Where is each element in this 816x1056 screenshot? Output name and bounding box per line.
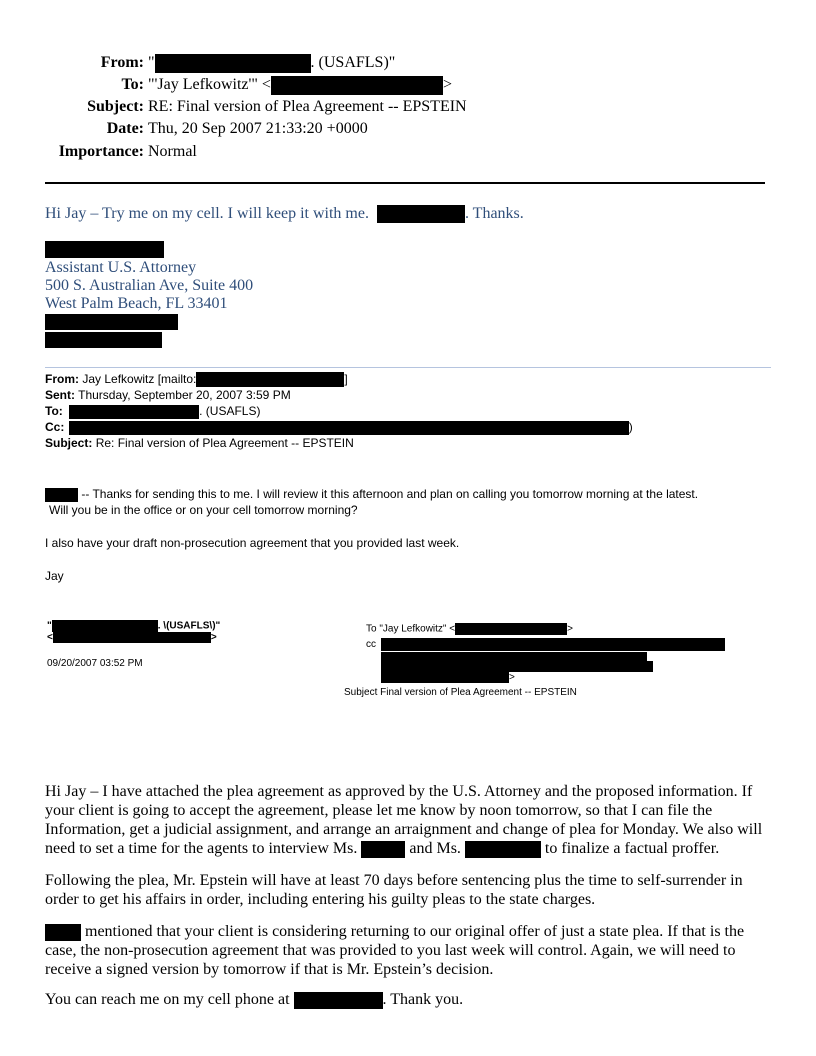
redaction-box <box>271 76 443 95</box>
notes-sender-lt: < <box>47 632 53 644</box>
quoted-to-label: To: <box>45 404 63 418</box>
to-suffix: > <box>442 76 452 94</box>
quoted-cc <box>45 420 633 435</box>
notes-subject-label: Subject <box>344 687 378 698</box>
from-label: From: <box>100 54 144 71</box>
quoted-subject-value: Re: Final version of Plea Agreement -- EPSTEIN <box>95 436 354 450</box>
redaction-box <box>381 661 653 672</box>
notes-sender-suffix: . \(USAFLS\)" <box>157 620 221 632</box>
subject-label: Subject: <box>87 98 144 115</box>
original-para1 <box>45 782 770 858</box>
quoted-cc-label: Cc: <box>45 420 65 434</box>
date-label: Date: <box>106 120 144 137</box>
reply-text: Hi Jay – Try me on my cell. I will keep it with me. <box>45 205 369 222</box>
original-para1-text-c: to finalize a factual proffer. <box>544 840 720 857</box>
redaction-box <box>361 841 405 858</box>
signature-title: Assistant U.S. Attorney <box>45 259 197 276</box>
redaction-box <box>381 652 647 661</box>
signature-city: West Palm Beach, FL 33401 <box>45 295 228 312</box>
quote-divider <box>45 367 771 368</box>
date-value: Thu, 20 Sep 2007 21:33:20 +0000 <box>148 120 368 137</box>
quoted-body-text: -- Thanks for sending this to me. I will review it this afternoon and plan on calling you tomorrow morning at the latest. <box>81 487 699 501</box>
quoted-body-line1 <box>45 487 698 502</box>
quoted-subject <box>45 436 354 450</box>
original-para2: Following the plea, Mr. Epstein will have at least 70 days before sentencing plus the time to self-surrender in order to get his affairs in order, including entering his guilty pleas to the state charges. <box>45 872 743 908</box>
redaction-box <box>455 623 567 635</box>
notes-subject-value: Final version of Plea Agreement -- EPSTEIN <box>380 687 577 698</box>
original-para4-text: You can reach me on my cell phone at <box>45 991 290 1008</box>
notes-subject <box>344 687 577 698</box>
header-divider <box>45 182 765 184</box>
signature-address: 500 S. Australian Ave, Suite 400 <box>45 277 254 294</box>
from-prefix: " <box>148 54 155 72</box>
quoted-cc-close: ) <box>628 420 633 434</box>
original-para1-text: Hi Jay – I have attached the plea agreement as approved by the U.S. Attorney and the proposed information. If your client is going to accept the agreement, please let me know by noon tomorrow, so that I can file the Information, get a judicial assignment, and arrange an arraignment and change of plea for Monday. We also will need to set a time for the agents to interview Ms. <box>45 783 763 857</box>
notes-to <box>366 623 573 635</box>
notes-cc-last <box>381 672 515 683</box>
reply-text-end: . Thanks. <box>464 205 524 222</box>
redaction-box <box>155 54 311 73</box>
redaction-box <box>52 620 158 632</box>
quoted-sent-label: Sent: <box>45 388 75 402</box>
redaction-box <box>377 205 465 223</box>
notes-to-value: "Jay Lefkowitz" < <box>379 623 456 635</box>
notes-sender-date: 09/20/2007 03:52 PM <box>47 658 143 669</box>
quoted-from-close: ] <box>344 372 348 386</box>
importance-value: Normal <box>148 143 197 160</box>
redaction-box <box>45 924 81 941</box>
notes-sender-quote: " <box>47 620 52 632</box>
redaction-box <box>45 314 178 330</box>
from-suffix: . (USAFLS)" <box>310 54 396 72</box>
quoted-from-value: Jay Lefkowitz [mailto: <box>82 372 197 386</box>
notes-cc-label: cc <box>366 639 376 650</box>
redaction-box <box>381 672 509 683</box>
redaction-box <box>53 632 211 643</box>
notes-sender <box>47 620 220 632</box>
quoted-from-label: From: <box>45 372 79 386</box>
redaction-box <box>294 992 383 1009</box>
reply-line <box>45 205 524 223</box>
redaction-box <box>45 241 164 258</box>
quoted-sent <box>45 388 291 402</box>
quoted-body-para2: I also have your draft non-prosecution agreement that you provided last week. <box>45 536 460 550</box>
quoted-to <box>45 404 260 419</box>
notes-cc-gt: > <box>509 672 515 684</box>
redaction-box <box>196 372 344 387</box>
to-prefix: "'Jay Lefkowitz'" < <box>148 76 271 94</box>
importance-label: Importance: <box>58 143 144 160</box>
notes-to-label: To <box>366 623 377 635</box>
original-para1-text-b: and Ms. <box>409 840 461 857</box>
quoted-subject-label: Subject: <box>45 436 93 450</box>
subject-value: RE: Final version of Plea Agreement -- EPSTEIN <box>148 98 467 115</box>
redaction-box <box>465 841 541 858</box>
to-value <box>148 76 452 95</box>
original-para4-text-b: . Thank you. <box>382 991 464 1008</box>
notes-sender-gt: > <box>210 632 217 644</box>
redaction-box <box>69 405 199 419</box>
original-para3-text: mentioned that your client is considering returning to our original offer of just a state plea. If that is the case, the non-prosecution agreement that was provided to you last week will control. Again, we will need to receive a signed version by tomorrow if that is Mr. Epstein’s decision. <box>45 923 745 978</box>
to-label: To: <box>121 76 144 93</box>
notes-sender-email <box>47 632 217 643</box>
original-para3 <box>45 922 770 979</box>
redaction-box <box>45 332 162 348</box>
quoted-body-line2: Will you be in the office or on your cell tomorrow morning? <box>49 503 358 517</box>
redaction-box <box>69 421 629 435</box>
quoted-to-value: . (USAFLS) <box>199 404 261 418</box>
quoted-from <box>45 372 348 387</box>
redaction-box <box>381 638 725 651</box>
quoted-sent-value: Thursday, September 20, 2007 3:59 PM <box>78 388 291 402</box>
original-para4 <box>45 991 463 1009</box>
notes-to-gt: > <box>567 623 573 635</box>
quoted-signoff: Jay <box>45 569 64 583</box>
from-value <box>148 54 395 73</box>
redaction-box <box>45 488 78 502</box>
